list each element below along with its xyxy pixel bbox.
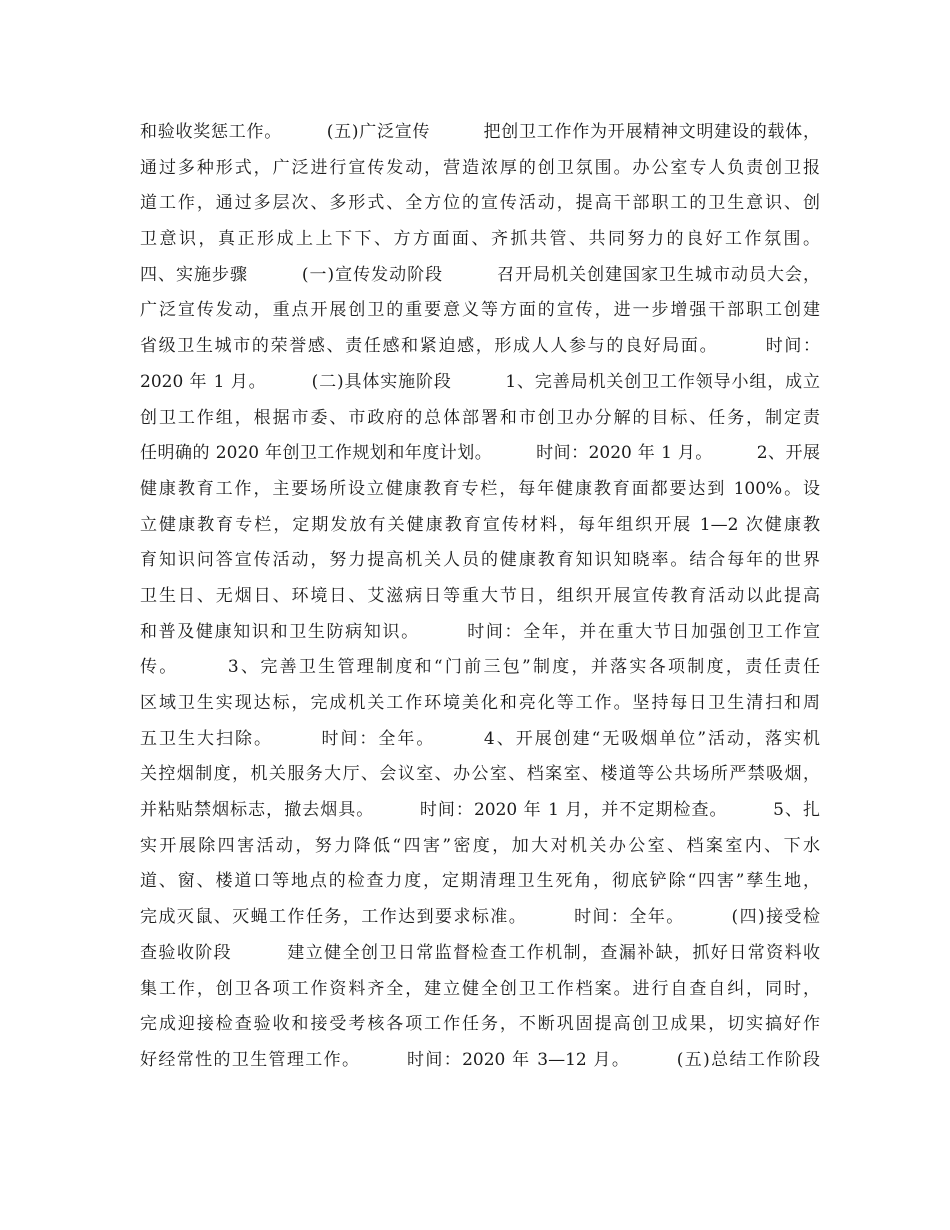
text-line: 立健康教育专栏，定期发放有关健康教育宣传材料，每年组织开展 1—2 次健康教: [140, 514, 820, 535]
text-line: 并粘贴禁烟标志，撤去烟具。 时间：2020 年 1 月，并不定期检查。 5、扎: [140, 800, 820, 821]
text-line: 四、实施步骤 (一)宣传发动阶段 召开局机关创建国家卫生城市动员大会，: [140, 264, 820, 285]
text-line: 好经常性的卫生管理工作。 时间：2020 年 3—12 月。 (五)总结工作阶段: [140, 1049, 820, 1070]
text-line: 创卫工作组，根据市委、市政府的总体部署和市创卫办分解的目标、任务，制定责: [140, 407, 820, 428]
text-line: 传。 3、完善卫生管理制度和“门前三包”制度，并落实各项制度，责任责任: [140, 657, 820, 678]
text-line: 查验收阶段 建立健全创卫日常监督检查工作机制，查漏补缺，抓好日常资料收: [140, 942, 820, 963]
text-line: 区域卫生实现达标，完成机关工作环境美化和亮化等工作。坚持每日卫生清扫和周: [140, 693, 820, 713]
text-line: 完成迎接检查验收和接受考核各项工作任务，不断巩固提高创卫成果，切实搞好作: [140, 1014, 820, 1035]
text-line: 和普及健康知识和卫生防病知识。 时间：全年，并在重大节日加强创卫工作宣: [140, 621, 820, 642]
text-line: 通过多种形式，广泛进行宣传发动，营造浓厚的创卫氛围。办公室专人负责创卫报: [140, 157, 820, 178]
text-line: 健康教育工作，主要场所设立健康教育专栏，每年健康教育面都要达到 100%。设: [140, 478, 820, 499]
text-line: 实开展除四害活动，努力降低“四害”密度，加大对机关办公室、档案室内、下水: [140, 835, 820, 856]
text-line: 卫生日、无烟日、环境日、艾滋病日等重大节日，组织开展宣传教育活动以此提高: [140, 585, 820, 606]
document-body: [140, 115, 820, 1079]
text-line: 关控烟制度，机关服务大厅、会议室、办公室、档案室、楼道等公共场所严禁吸烟，: [140, 764, 820, 785]
text-line: 五卫生大扫除。 时间：全年。 4、开展创建“无吸烟单位”活动，落实机: [140, 728, 820, 749]
text-line: 集工作，创卫各项工作资料齐全，建立健全创卫工作档案。进行自查自纠，同时，: [140, 978, 820, 999]
text-line: 完成灭鼠、灭蝇工作任务，工作达到要求标准。 时间：全年。 (四)接受检: [140, 907, 820, 928]
text-line: 道、窗、楼道口等地点的检查力度，定期清理卫生死角，彻底铲除“四害”孳生地，: [140, 871, 820, 892]
text-line: 和验收奖惩工作。 (五)广泛宣传 把创卫工作作为开展精神文明建设的载体，: [140, 122, 820, 142]
text-line: 任明确的 2020 年创卫工作规划和年度计划。 时间：2020 年 1 月。 2、开展: [140, 443, 820, 464]
text-line: 广泛宣传发动，重点开展创卫的重要意义等方面的宣传，进一步增强干部职工创建: [140, 300, 820, 321]
text-line: 道工作，通过多层次、多形式、全方位的宣传活动，提高干部职工的卫生意识、创: [140, 193, 820, 214]
text-line: 省级卫生城市的荣誉感、责任感和紧迫感，形成人人参与的良好局面。 时间：: [140, 336, 820, 357]
text-line: 育知识问答宣传活动，努力提高机关人员的健康教育知识知晓率。结合每年的世界: [140, 550, 820, 571]
text-line: 卫意识，真正形成上上下下、方方面面、齐抓共管、共同努力的良好工作氛围。: [140, 229, 820, 250]
text-line: 2020 年 1 月。 (二)具体实施阶段 1、完善局机关创卫工作领导小组，成立: [140, 371, 820, 392]
